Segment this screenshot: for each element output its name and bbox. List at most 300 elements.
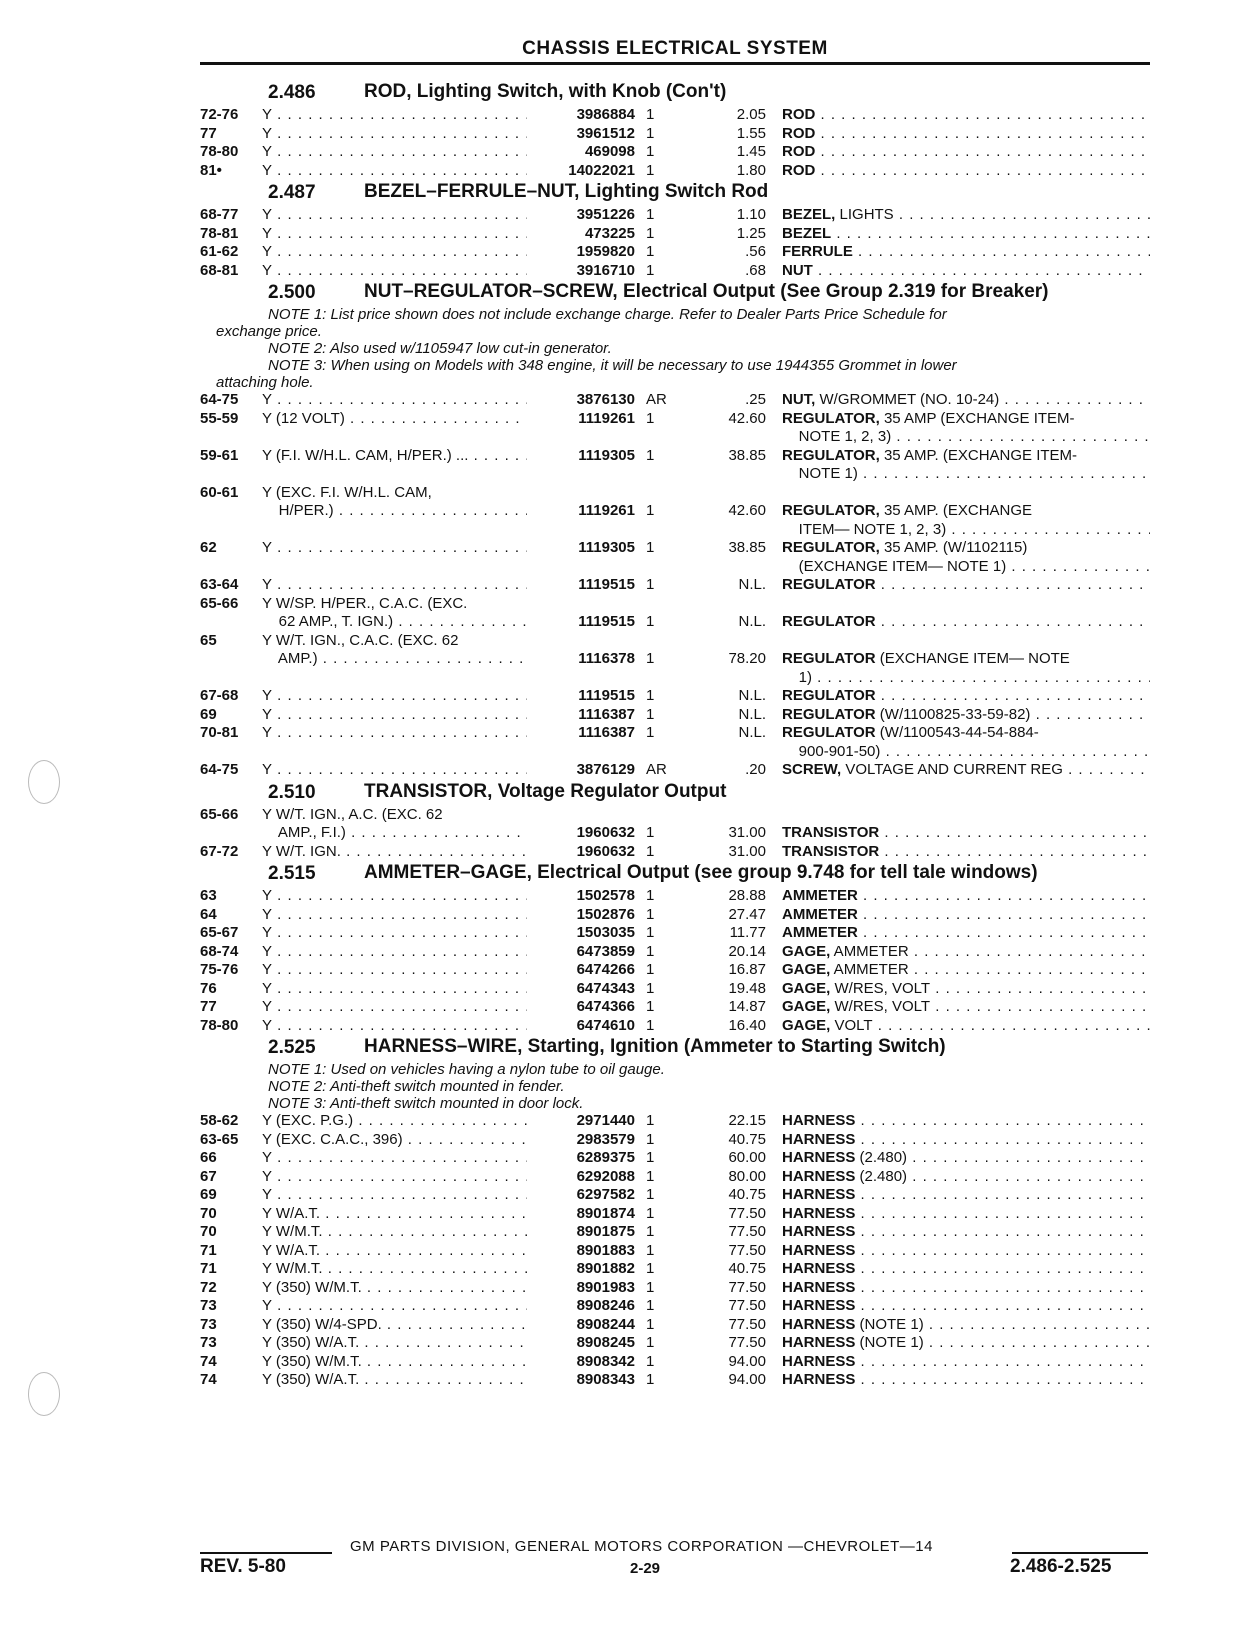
list-price: 1.25 <box>736 224 766 242</box>
model-years: 62 <box>200 539 217 556</box>
quantity: 1 <box>646 576 655 593</box>
list-price: 77.50 <box>728 1204 766 1222</box>
binder-hole <box>28 1372 60 1416</box>
parts-row <box>200 595 1150 614</box>
usage-description <box>262 980 527 999</box>
parts-row-continuation <box>200 824 1150 843</box>
list-price: 1.80 <box>736 161 766 179</box>
part-name-key: BEZEL <box>782 224 832 242</box>
parts-row <box>200 1297 1150 1316</box>
usage-description <box>262 1223 527 1242</box>
list-price: N.L. <box>738 613 766 630</box>
usage-description <box>262 806 527 825</box>
quantity: 1 <box>646 143 655 160</box>
part-name <box>782 998 1150 1017</box>
quantity: 1 <box>646 887 655 904</box>
usage-description <box>262 595 527 614</box>
list-price: 77.50 <box>728 1241 766 1259</box>
part-number: 1502876 <box>576 905 635 923</box>
part-name <box>782 1205 1150 1224</box>
part-name <box>782 1017 1150 1036</box>
usage-text: Y W/A.T. <box>262 1241 321 1259</box>
part-name-key: REGULATOR, <box>782 409 880 427</box>
part-name-key: HARNESS <box>782 1241 856 1259</box>
section-note <box>200 357 1150 374</box>
parts-row-continuation <box>200 669 1150 688</box>
usage-text: Y <box>262 143 273 160</box>
usage-text: Y <box>262 106 273 123</box>
model-years: 70 <box>200 1204 217 1222</box>
usage-text: Y <box>262 391 273 408</box>
list-price: 77.50 <box>728 1223 766 1240</box>
parts-row <box>200 125 1150 144</box>
list-price: 31.00 <box>728 842 766 860</box>
usage-text: Y <box>262 705 273 723</box>
list-price: 1.45 <box>736 143 766 160</box>
usage-text: Y <box>262 224 273 242</box>
part-name <box>782 706 1150 725</box>
part-name-detail: (W/1100825-33-59-82) <box>875 705 1031 723</box>
part-name-detail: (2.480) <box>855 1149 908 1166</box>
parts-row <box>200 1205 1150 1224</box>
part-name-detail: 1) <box>782 668 813 686</box>
section-title: AMMETER–GAGE, Electrical Output (see group 9.748 for tell tale windows) <box>364 862 1038 883</box>
part-name <box>782 1260 1150 1279</box>
part-number: 8901883 <box>576 1241 635 1259</box>
part-name-detail: W/RES, VOLT <box>830 979 931 997</box>
part-name <box>782 391 1150 410</box>
part-number: 2971440 <box>576 1112 635 1129</box>
usage-description <box>262 632 527 651</box>
part-name-detail: ITEM— NOTE 1, 2, 3) <box>782 520 947 538</box>
parts-row <box>200 998 1150 1017</box>
usage-text: Y (350) W/M.T. <box>262 1278 362 1296</box>
part-name-detail: (W/1100543-44-54-884- <box>875 724 1039 741</box>
usage-description <box>262 502 527 521</box>
part-name <box>782 1334 1150 1353</box>
usage-text: Y <box>262 1186 273 1203</box>
model-years: 74 <box>200 1352 217 1370</box>
usage-description <box>262 1260 527 1279</box>
list-price: 80.00 <box>728 1167 766 1185</box>
part-name-detail: 35 AMP. (W/1102115) <box>879 539 1028 556</box>
usage-description <box>262 1186 527 1205</box>
quantity: 1 <box>646 1352 655 1370</box>
part-name <box>782 225 1150 244</box>
part-number: 8908343 <box>576 1371 635 1388</box>
section-note <box>200 340 1150 357</box>
quantity: 1 <box>646 824 655 841</box>
usage-description <box>262 1279 527 1298</box>
parts-row <box>200 706 1150 725</box>
part-name <box>782 1223 1150 1242</box>
catalog-section <box>200 863 1150 1035</box>
parts-row-continuation <box>200 558 1150 577</box>
parts-row <box>200 1131 1150 1150</box>
parts-row <box>200 1279 1150 1298</box>
part-name <box>782 1131 1150 1150</box>
usage-text: Y (F.I. W/H.L. CAM, H/PER.) ... <box>262 446 469 464</box>
usage-text: Y <box>262 979 273 997</box>
parts-row <box>200 1017 1150 1036</box>
usage-text: Y <box>262 576 273 593</box>
note-text: NOTE 2: Anti-theft switch mounted in fender. <box>268 1078 565 1095</box>
parts-row <box>200 1260 1150 1279</box>
parts-row <box>200 1371 1150 1390</box>
part-number: 2983579 <box>576 1130 635 1148</box>
part-name <box>782 943 1150 962</box>
parts-row <box>200 906 1150 925</box>
quantity: 1 <box>646 106 655 123</box>
usage-description <box>262 706 527 725</box>
list-price: 20.14 <box>728 942 766 960</box>
usage-text: Y <box>262 1149 273 1166</box>
part-number: 1959820 <box>576 243 635 260</box>
list-price: 14.87 <box>728 998 766 1015</box>
list-price: 38.85 <box>728 446 766 464</box>
part-name <box>782 410 1150 429</box>
part-number: 14022021 <box>568 161 635 179</box>
quantity: AR <box>646 761 667 778</box>
quantity: 1 <box>646 1223 655 1240</box>
usage-description <box>262 576 527 595</box>
part-name-key: TRANSISTOR <box>782 824 880 841</box>
model-years: 75-76 <box>200 961 239 978</box>
parts-row-continuation <box>200 743 1150 762</box>
list-price: 1.55 <box>736 124 766 142</box>
usage-text: Y W/T. IGN., C.A.C. (EXC. 62 <box>262 631 459 649</box>
part-name <box>782 1186 1150 1205</box>
usage-description <box>262 539 527 558</box>
part-number: 1960632 <box>576 842 635 860</box>
part-name-key: HARNESS <box>782 1260 856 1277</box>
catalog-section <box>200 282 1150 780</box>
usage-text: Y W/T. IGN., A.C. (EXC. 62 <box>262 805 443 823</box>
usage-text: Y <box>262 1297 273 1314</box>
part-name <box>782 125 1150 144</box>
list-price: 22.15 <box>728 1112 766 1129</box>
part-name-key: AMMETER <box>782 924 858 941</box>
usage-description <box>262 1168 527 1187</box>
section-number: 2.487 <box>268 182 316 203</box>
list-price: 42.60 <box>728 409 766 427</box>
part-name <box>782 502 1150 521</box>
section-note <box>200 1078 1150 1095</box>
parts-row <box>200 943 1150 962</box>
note-text: NOTE 1: Used on vehicles having a nylon tube to oil gauge. <box>268 1061 665 1078</box>
list-price: N.L. <box>738 724 766 741</box>
parts-row <box>200 1149 1150 1168</box>
quantity: 1 <box>646 650 655 667</box>
quantity: 1 <box>646 1167 655 1185</box>
quantity: 1 <box>646 261 655 279</box>
list-price: .68 <box>745 261 766 279</box>
part-name-key: REGULATOR <box>782 687 876 704</box>
catalog-section <box>200 1037 1150 1390</box>
part-name <box>782 1279 1150 1298</box>
usage-description <box>262 1017 527 1036</box>
usage-description <box>262 998 527 1017</box>
model-years: 64 <box>200 905 217 923</box>
part-number: 8908342 <box>576 1352 635 1370</box>
parts-row <box>200 262 1150 281</box>
part-name-key: REGULATOR, <box>782 446 880 464</box>
usage-text: Y <box>262 1016 273 1034</box>
parts-row <box>200 106 1150 125</box>
usage-text: Y <box>262 243 273 260</box>
list-price: 1.10 <box>736 206 766 223</box>
usage-description <box>262 1205 527 1224</box>
parts-row <box>200 1242 1150 1261</box>
parts-row <box>200 806 1150 825</box>
part-name-key: REGULATOR <box>782 613 876 630</box>
parts-row <box>200 1186 1150 1205</box>
part-name-detail: NOTE 1) <box>782 465 858 482</box>
part-name-key: HARNESS <box>782 1130 856 1148</box>
quantity: 1 <box>646 243 655 260</box>
parts-row <box>200 1112 1150 1131</box>
sections-container <box>200 80 1150 1390</box>
model-years: 73 <box>200 1297 217 1314</box>
section-heading <box>200 863 1150 884</box>
part-name-key: HARNESS <box>782 1371 856 1388</box>
parts-row-continuation <box>200 650 1150 669</box>
part-name <box>782 447 1150 466</box>
section-note <box>200 1095 1150 1112</box>
section-number: 2.525 <box>268 1037 316 1058</box>
usage-description <box>262 1334 527 1353</box>
part-number: 3961512 <box>576 124 635 142</box>
part-name-key: NUT, <box>782 391 816 408</box>
usage-description <box>262 924 527 943</box>
usage-text: Y <box>262 124 273 142</box>
part-name-detail: W/RES, VOLT <box>830 998 931 1015</box>
usage-text: Y (EXC. F.I. W/H.L. CAM, <box>262 483 432 501</box>
parts-row <box>200 924 1150 943</box>
parts-row-continuation <box>200 521 1150 540</box>
model-years: 67-72 <box>200 842 239 860</box>
part-name-key: HARNESS <box>782 1186 856 1203</box>
part-name <box>782 539 1150 558</box>
model-years: 69 <box>200 705 217 723</box>
part-name-detail: (2.480) <box>855 1167 908 1185</box>
list-price: .25 <box>745 391 766 408</box>
part-name-key: NUT <box>782 261 813 279</box>
model-years: 72 <box>200 1278 217 1296</box>
quantity: 1 <box>646 1371 655 1388</box>
binder-hole <box>28 760 60 804</box>
list-price: .20 <box>745 761 766 778</box>
part-name-key: HARNESS <box>782 1352 856 1370</box>
usage-text: Y (12 VOLT) <box>262 409 345 427</box>
part-name <box>782 143 1150 162</box>
model-years: 73 <box>200 1315 217 1333</box>
usage-description <box>262 125 527 144</box>
quantity: 1 <box>646 924 655 941</box>
quantity: 1 <box>646 409 655 427</box>
usage-description <box>262 391 527 410</box>
part-name-key: SCREW, <box>782 761 842 778</box>
part-number: 473225 <box>584 224 635 242</box>
parts-row <box>200 761 1150 780</box>
part-name-key: HARNESS <box>782 1204 856 1222</box>
usage-text: Y <box>262 887 273 904</box>
usage-text: AMP., F.I.) <box>262 824 346 841</box>
part-name <box>782 687 1150 706</box>
model-years: 64-75 <box>200 391 239 408</box>
usage-text: Y <box>262 261 273 279</box>
quantity: 1 <box>646 206 655 223</box>
list-price: 40.75 <box>728 1130 766 1148</box>
quantity: 1 <box>646 446 655 464</box>
list-price: 28.88 <box>728 887 766 904</box>
part-number: 8901875 <box>576 1223 635 1240</box>
list-price: 77.50 <box>728 1297 766 1314</box>
quantity: 1 <box>646 1186 655 1203</box>
model-years: 65-66 <box>200 805 239 823</box>
part-name-detail: 35 AMP. (EXCHANGE ITEM- <box>879 446 1078 464</box>
part-number: 6474366 <box>576 998 635 1015</box>
model-years: 69 <box>200 1186 217 1203</box>
part-name <box>782 887 1150 906</box>
part-name-key: HARNESS <box>782 1149 856 1166</box>
model-years: 74 <box>200 1371 217 1388</box>
part-name <box>782 669 1150 688</box>
quantity: 1 <box>646 942 655 960</box>
list-price: N.L. <box>738 576 766 593</box>
part-name <box>782 1112 1150 1131</box>
part-name-key: BEZEL, <box>782 206 836 223</box>
part-name-key: HARNESS <box>782 1334 856 1351</box>
usage-text: Y W/A.T. <box>262 1204 321 1222</box>
section-note <box>200 374 1150 391</box>
part-name-key: HARNESS <box>782 1223 856 1240</box>
parts-row <box>200 843 1150 862</box>
part-number: 3916710 <box>576 261 635 279</box>
part-name-detail: (NOTE 1) <box>855 1315 924 1333</box>
part-number: 6297582 <box>576 1186 635 1203</box>
usage-description <box>262 824 527 843</box>
part-name-detail: (EXCHANGE ITEM— NOTE 1) <box>782 557 1007 575</box>
usage-text: Y <box>262 206 273 223</box>
model-years: 64-75 <box>200 761 239 778</box>
section-title: HARNESS–WIRE, Starting, Ignition (Ammeter to Starting Switch) <box>364 1036 946 1057</box>
usage-description <box>262 162 527 181</box>
usage-text: Y <box>262 687 273 704</box>
part-number: 1119305 <box>578 446 635 464</box>
section-heading <box>200 182 1150 203</box>
list-price: 42.60 <box>728 502 766 519</box>
part-number: 6292088 <box>576 1167 635 1185</box>
parts-row-continuation <box>200 613 1150 632</box>
part-number: 3986884 <box>576 106 635 123</box>
note-text: NOTE 3: When using on Models with 348 engine, it will be necessary to use 1944355 Grommet in lower <box>268 357 957 374</box>
list-price: 78.20 <box>728 650 766 667</box>
section-heading <box>200 282 1150 303</box>
list-price: 27.47 <box>728 905 766 923</box>
quantity: 1 <box>646 687 655 704</box>
usage-description <box>262 206 527 225</box>
part-name <box>782 761 1150 780</box>
usage-description <box>262 410 527 429</box>
quantity: 1 <box>646 613 655 630</box>
model-years: 77 <box>200 998 217 1015</box>
footer-publisher: GM PARTS DIVISION, GENERAL MOTORS CORPORATION —CHEVROLET—14 <box>350 1538 933 1555</box>
part-name-key: GAGE, <box>782 979 831 997</box>
part-number: 1119261 <box>578 502 635 519</box>
usage-description <box>262 906 527 925</box>
part-name <box>782 576 1150 595</box>
part-name-detail: LIGHTS <box>835 206 894 223</box>
page-header-title: CHASSIS ELECTRICAL SYSTEM <box>522 38 828 59</box>
parts-row <box>200 1168 1150 1187</box>
part-name <box>782 521 1150 540</box>
part-name-detail: 35 AMP. (EXCHANGE <box>879 502 1033 519</box>
quantity: 1 <box>646 979 655 997</box>
part-name-key: ROD <box>782 124 816 142</box>
section-note <box>200 306 1150 323</box>
part-number: 6474343 <box>576 979 635 997</box>
model-years: 67 <box>200 1167 217 1185</box>
part-name <box>782 558 1150 577</box>
quantity: 1 <box>646 905 655 923</box>
section-heading <box>200 782 1150 803</box>
part-name-key: TRANSISTOR <box>782 842 880 860</box>
list-price: 77.50 <box>728 1315 766 1333</box>
part-name-detail: (EXCHANGE ITEM— NOTE <box>875 650 1070 667</box>
quantity: 1 <box>646 1278 655 1296</box>
quantity: 1 <box>646 1112 655 1129</box>
parts-row <box>200 576 1150 595</box>
part-name-key: GAGE, <box>782 1016 831 1034</box>
part-number: 8901874 <box>576 1204 635 1222</box>
quantity: 1 <box>646 1315 655 1333</box>
part-name <box>782 428 1150 447</box>
model-years: 78-81 <box>200 224 239 242</box>
part-name <box>782 906 1150 925</box>
note-text: NOTE 3: Anti-theft switch mounted in door lock. <box>268 1095 584 1112</box>
model-years: 70-81 <box>200 724 239 741</box>
model-years: 76 <box>200 979 217 997</box>
usage-description <box>262 106 527 125</box>
model-years: 68-74 <box>200 942 239 960</box>
usage-description <box>262 961 527 980</box>
usage-description <box>262 143 527 162</box>
note-text: NOTE 2: Also used w/1105947 low cut-in generator. <box>268 340 612 357</box>
parts-row <box>200 980 1150 999</box>
parts-row <box>200 1316 1150 1335</box>
part-name-key: REGULATOR, <box>782 539 880 556</box>
parts-row <box>200 1334 1150 1353</box>
note-text: NOTE 1: List price shown does not include exchange charge. Refer to Dealer Parts Price Schedule for <box>268 306 947 323</box>
part-name-key: HARNESS <box>782 1167 856 1185</box>
quantity: 1 <box>646 1260 655 1277</box>
list-price: 40.75 <box>728 1186 766 1203</box>
part-number: 1119515 <box>578 687 635 704</box>
part-name <box>782 243 1150 262</box>
parts-row <box>200 687 1150 706</box>
quantity: 1 <box>646 1297 655 1314</box>
list-price: 2.05 <box>736 106 766 123</box>
parts-row <box>200 447 1150 466</box>
usage-text: Y <box>262 905 273 923</box>
usage-text: Y (350) W/4-SPD. <box>262 1315 382 1333</box>
part-name-key: GAGE, <box>782 998 831 1015</box>
quantity: 1 <box>646 224 655 242</box>
parts-row-continuation <box>200 502 1150 521</box>
parts-row <box>200 484 1150 503</box>
part-name <box>782 1316 1150 1335</box>
